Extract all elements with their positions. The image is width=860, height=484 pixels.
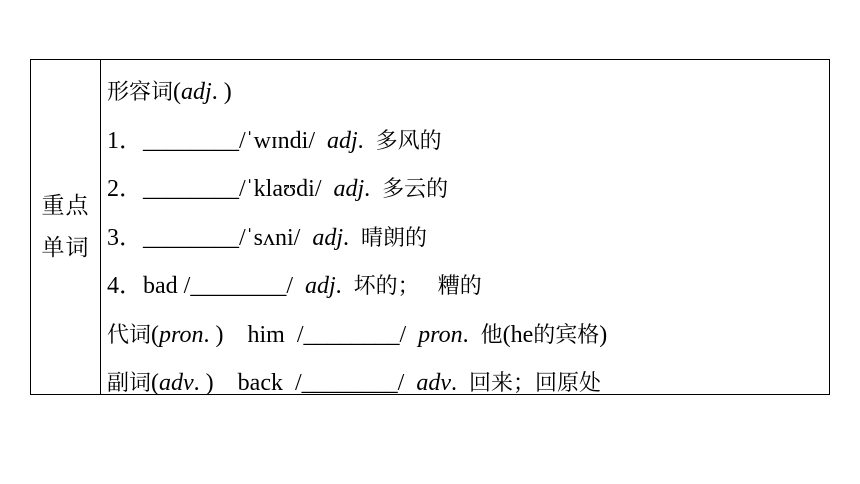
meaning-2: 糟的 bbox=[437, 274, 482, 299]
answer-blank: ________ bbox=[143, 224, 239, 251]
slash-close: / bbox=[399, 321, 407, 348]
item-number: 2． bbox=[107, 176, 143, 202]
adj-section-header bbox=[107, 68, 829, 117]
adj-header-close: . ) bbox=[211, 79, 232, 105]
meaning-cn-2: 的宾格 bbox=[533, 322, 600, 348]
adv-line bbox=[107, 359, 829, 408]
adv-header-close: . ) bbox=[193, 370, 214, 396]
adj-header-cn: 形容词 bbox=[107, 80, 174, 105]
meaning-paren-close: ) bbox=[599, 321, 608, 348]
item-number: 1． bbox=[107, 127, 143, 154]
meaning: 多风的 bbox=[375, 128, 442, 154]
meaning: 晴朗的 bbox=[361, 225, 428, 251]
slash-close: / bbox=[286, 273, 293, 299]
pos-dot: . bbox=[357, 127, 364, 154]
part-of-speech: adj bbox=[327, 127, 358, 154]
slash-open: / bbox=[183, 273, 191, 299]
category-label-line2: 单词 bbox=[41, 235, 90, 261]
answer-blank: ________ bbox=[143, 127, 239, 154]
pron-header-abbr: pron bbox=[159, 321, 204, 348]
adv-header-open: ( bbox=[151, 370, 160, 396]
vocab-item-3 bbox=[107, 214, 829, 263]
adj-header-abbr: adj bbox=[181, 79, 212, 105]
phonetic-blank: ________ bbox=[303, 321, 400, 348]
meaning: 多云的 bbox=[382, 177, 449, 202]
slash-open: / bbox=[294, 370, 302, 396]
phonetic: /ˈsʌni/ bbox=[239, 224, 301, 251]
adj-header-open: ( bbox=[173, 79, 182, 105]
phonetic: /ˈklaʊdi/ bbox=[239, 176, 322, 202]
pos-dot: . bbox=[364, 176, 371, 202]
pos-dot: . bbox=[343, 224, 350, 251]
slash-close: / bbox=[397, 370, 405, 396]
answer-blank: ________ bbox=[143, 176, 239, 202]
pron-header-cn: 代词 bbox=[107, 322, 152, 348]
phonetic-blank: ________ bbox=[301, 370, 398, 396]
category-cell bbox=[31, 60, 101, 394]
adv-header-abbr: adv bbox=[159, 370, 194, 396]
part-of-speech: pron bbox=[418, 321, 463, 348]
item-number: 3． bbox=[107, 224, 143, 251]
pos-dot: . bbox=[450, 370, 457, 396]
pron-line bbox=[107, 311, 829, 360]
adv-header-cn: 副词 bbox=[107, 371, 152, 396]
item-number: 4． bbox=[107, 273, 143, 299]
vocab-item-2 bbox=[107, 165, 829, 214]
vocab-item-4 bbox=[107, 262, 829, 311]
pron-header-close: . ) bbox=[203, 321, 224, 348]
vocabulary-table bbox=[30, 59, 830, 395]
meaning: 回来；回原处 bbox=[468, 371, 601, 396]
meaning-cn-1: 他 bbox=[480, 322, 503, 348]
phonetic-blank: ________ bbox=[190, 273, 287, 299]
word: bad bbox=[143, 273, 178, 299]
content-cell bbox=[101, 60, 829, 394]
meaning-1: 坏的； bbox=[353, 274, 420, 299]
part-of-speech: adv bbox=[416, 370, 451, 396]
part-of-speech: adj bbox=[333, 176, 365, 202]
word: back bbox=[237, 370, 283, 396]
phonetic: /ˈwɪndi/ bbox=[239, 127, 315, 154]
part-of-speech: adj bbox=[305, 273, 336, 299]
category-label-line1: 重点 bbox=[41, 193, 90, 219]
slash-open: / bbox=[296, 321, 304, 348]
pos-dot: . bbox=[462, 321, 469, 348]
pron-header-open: ( bbox=[151, 321, 160, 348]
word: him bbox=[247, 321, 285, 348]
meaning-paren-open: (he bbox=[502, 321, 534, 348]
vocab-item-1 bbox=[107, 117, 829, 166]
part-of-speech: adj bbox=[312, 224, 344, 251]
pos-dot: . bbox=[335, 273, 342, 299]
